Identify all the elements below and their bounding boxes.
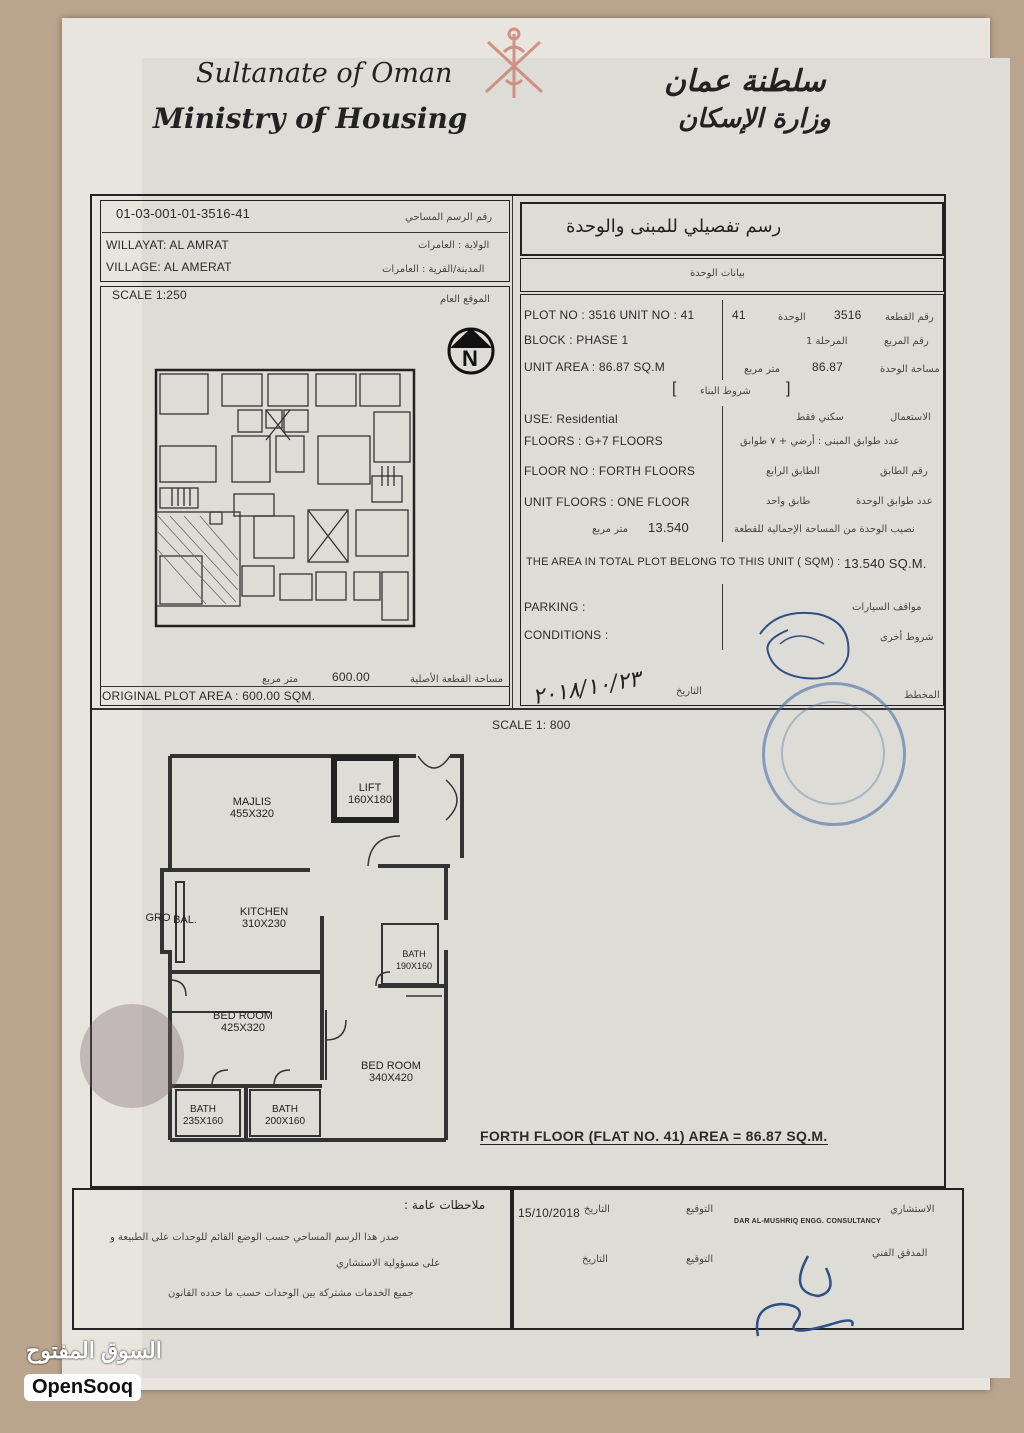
plot-unit-no: PLOT NO : 3516 UNIT NO : 41 <box>524 308 695 322</box>
original-area-value: 600.00 <box>332 670 370 684</box>
consultant-label-ar: الاستشاري <box>890 1204 935 1215</box>
plan-number: 01-03-001-01-3516-41 <box>116 206 251 221</box>
unit-data-label-ar: بيانات الوحدة <box>690 268 745 279</box>
unit-area-unit-ar: متر مربع <box>744 364 781 375</box>
unit-details-sep2 <box>722 406 723 542</box>
room-lift: LIFT 160X180 <box>347 782 393 806</box>
notes-title-ar: ملاحظات عامة : <box>404 1198 486 1212</box>
header-ar-ministry: وزارة الإسكان <box>678 104 831 134</box>
floor-no-label-ar: رقم الطابق <box>880 466 928 477</box>
share-value: 13.540 <box>648 520 689 535</box>
unit-label-ar: الوحدة <box>778 312 806 323</box>
use: USE: Residential <box>524 412 618 426</box>
unit-no-value: 41 <box>732 308 746 322</box>
date-label-ar: التاريخ <box>676 686 702 697</box>
room-bath-3: BATH 200X160 <box>264 1104 306 1127</box>
parking: PARKING : <box>524 600 586 614</box>
conditions: CONDITIONS : <box>524 628 609 642</box>
unit-area: UNIT AREA : 86.87 SQ.M <box>524 360 665 374</box>
original-area-label-ar: مساحة القطعة الأصلية <box>410 674 504 685</box>
footer-date2-label-ar: التاريخ <box>582 1254 608 1265</box>
room-bath-1: BATH 190X160 <box>395 949 433 971</box>
willayat-ar: الولاية : العامرات <box>418 240 490 251</box>
scale-small: SCALE 1:250 <box>112 288 187 302</box>
floor-plan-caption: FORTH FLOOR (FLAT NO. 41) AREA = 86.87 SQ.M. <box>480 1128 828 1144</box>
unit-floors-label-ar: عدد طوابق الوحدة <box>856 496 933 507</box>
room-bath-2: BATH 235X160 <box>182 1104 224 1127</box>
floor-no-value-ar: الطابق الرابع <box>766 466 820 477</box>
planner-label-ar: المخطط <box>904 690 940 701</box>
floors: FLOORS : G+7 FLOORS <box>524 434 663 448</box>
consultant-name: DAR AL-MUSHRIQ ENGG. CONSULTANCY <box>734 1218 882 1225</box>
header-en-country: Sultanate of Oman <box>196 58 453 89</box>
block-value-ar: المرحلة 1 <box>806 336 848 347</box>
bracket-left: [ <box>672 380 677 397</box>
original-area-unit-ar: متر مربع <box>262 674 299 685</box>
unit-area-value-ar: 86.87 <box>812 360 844 374</box>
village-ar: المدينة/القرية : العامرات <box>382 264 485 275</box>
area-sep <box>100 686 510 687</box>
plot-no-label-ar: رقم القطعة <box>885 312 934 323</box>
footer-signature-icon <box>748 1252 868 1344</box>
note-2-ar: على مسؤولية الاستشاري <box>336 1258 441 1269</box>
total-area-value: 13.540 SQ.M. <box>844 556 927 571</box>
block-label-ar: رقم المربع <box>884 336 929 347</box>
faded-seal-icon <box>80 1004 184 1108</box>
header-ar-country: سلطنة عمان <box>664 64 826 99</box>
note-3-ar: جميع الخدمات مشتركة بين الوحدات حسب ما حدده القانون <box>168 1288 414 1299</box>
floor-no: FLOOR NO : FORTH FLOORS <box>524 464 696 478</box>
use-value-ar: سكني فقط <box>796 412 844 423</box>
signature-icon <box>748 604 864 688</box>
building-conditions-label-ar: شروط البناء <box>700 386 751 397</box>
footer-date: 15/10/2018 <box>518 1206 581 1220</box>
room-balcony: BAL. <box>173 914 197 926</box>
willayat: WILLAYAT: AL AMRAT <box>106 238 229 252</box>
parking-label-ar: مواقف السيارات <box>852 602 922 613</box>
room-gro: GRO <box>145 912 171 924</box>
handwritten-date: ٢٠١٨/١٠/٢٣ <box>530 666 643 711</box>
share-label-ar: نصيب الوحدة من المساحة الإجمالية للقطعة <box>734 524 915 535</box>
note-1-ar: صدر هذا الرسم المساحي حسب الوضع القائم للوحدات على الطبيعة و <box>110 1232 400 1243</box>
right-title-ar: رسم تفصيلي للمبنى والوحدة <box>566 216 782 237</box>
original-plot-area: ORIGINAL PLOT AREA : 600.00 SQM. <box>102 689 316 703</box>
scale-floorplan: SCALE 1: 800 <box>492 718 571 732</box>
watermark-ar: السوق المفتوح <box>26 1338 162 1363</box>
unit-floors-value-ar: طابق واحد <box>766 496 811 507</box>
share-unit-ar: متر مربع <box>592 524 629 535</box>
left-info-sep <box>102 232 508 233</box>
conditions-label-ar: شروط أخرى <box>880 632 934 643</box>
unit-details-sep3 <box>722 584 723 650</box>
footer-signature2-label-ar: التوقيع <box>686 1254 714 1265</box>
divider-vertical <box>512 196 513 708</box>
room-bedroom-2: BED ROOM 340X420 <box>361 1060 421 1084</box>
use-label-ar: الاستعمال <box>890 412 931 423</box>
village: VILLAGE: AL AMERAT <box>106 260 232 274</box>
auditor-label-ar: المدقق الفني <box>872 1248 928 1259</box>
floors-ar: عدد طوابق المبنى : أرضي + ٧ طوابق <box>740 436 900 447</box>
unit-floors: UNIT FLOORS : ONE FLOOR <box>524 495 690 509</box>
room-bedroom-1: BED ROOM 425X320 <box>213 1010 273 1034</box>
unit-area-label-ar: مساحة الوحدة <box>880 364 940 375</box>
watermark-logo: OpenSooq <box>24 1374 141 1401</box>
plot-no-value-ar: 3516 <box>834 308 862 322</box>
official-stamp-icon <box>762 682 906 826</box>
bracket-right: ] <box>786 380 791 397</box>
plan-number-label-ar: رقم الرسم المساحي <box>405 212 493 223</box>
site-plan-drawing <box>150 366 420 632</box>
footer-date-label-ar: التاريخ <box>584 1204 610 1215</box>
room-kitchen: KITCHEN 310X230 <box>239 906 289 930</box>
oman-emblem-icon <box>476 22 552 108</box>
svg-text:N: N <box>462 346 478 371</box>
total-area-label: THE AREA IN TOTAL PLOT BELONG TO THIS UNIT ( SQM) : <box>526 556 841 568</box>
block: BLOCK : PHASE 1 <box>524 333 629 347</box>
unit-details-sep1 <box>722 300 723 380</box>
location-label-ar: الموقع العام <box>440 294 490 305</box>
header-en-ministry: Ministry of Housing <box>153 102 468 135</box>
room-majlis: MAJLIS 455X320 <box>229 796 275 820</box>
north-arrow-icon <box>444 324 498 378</box>
footer-signature-label-ar: التوقيع <box>686 1204 714 1215</box>
